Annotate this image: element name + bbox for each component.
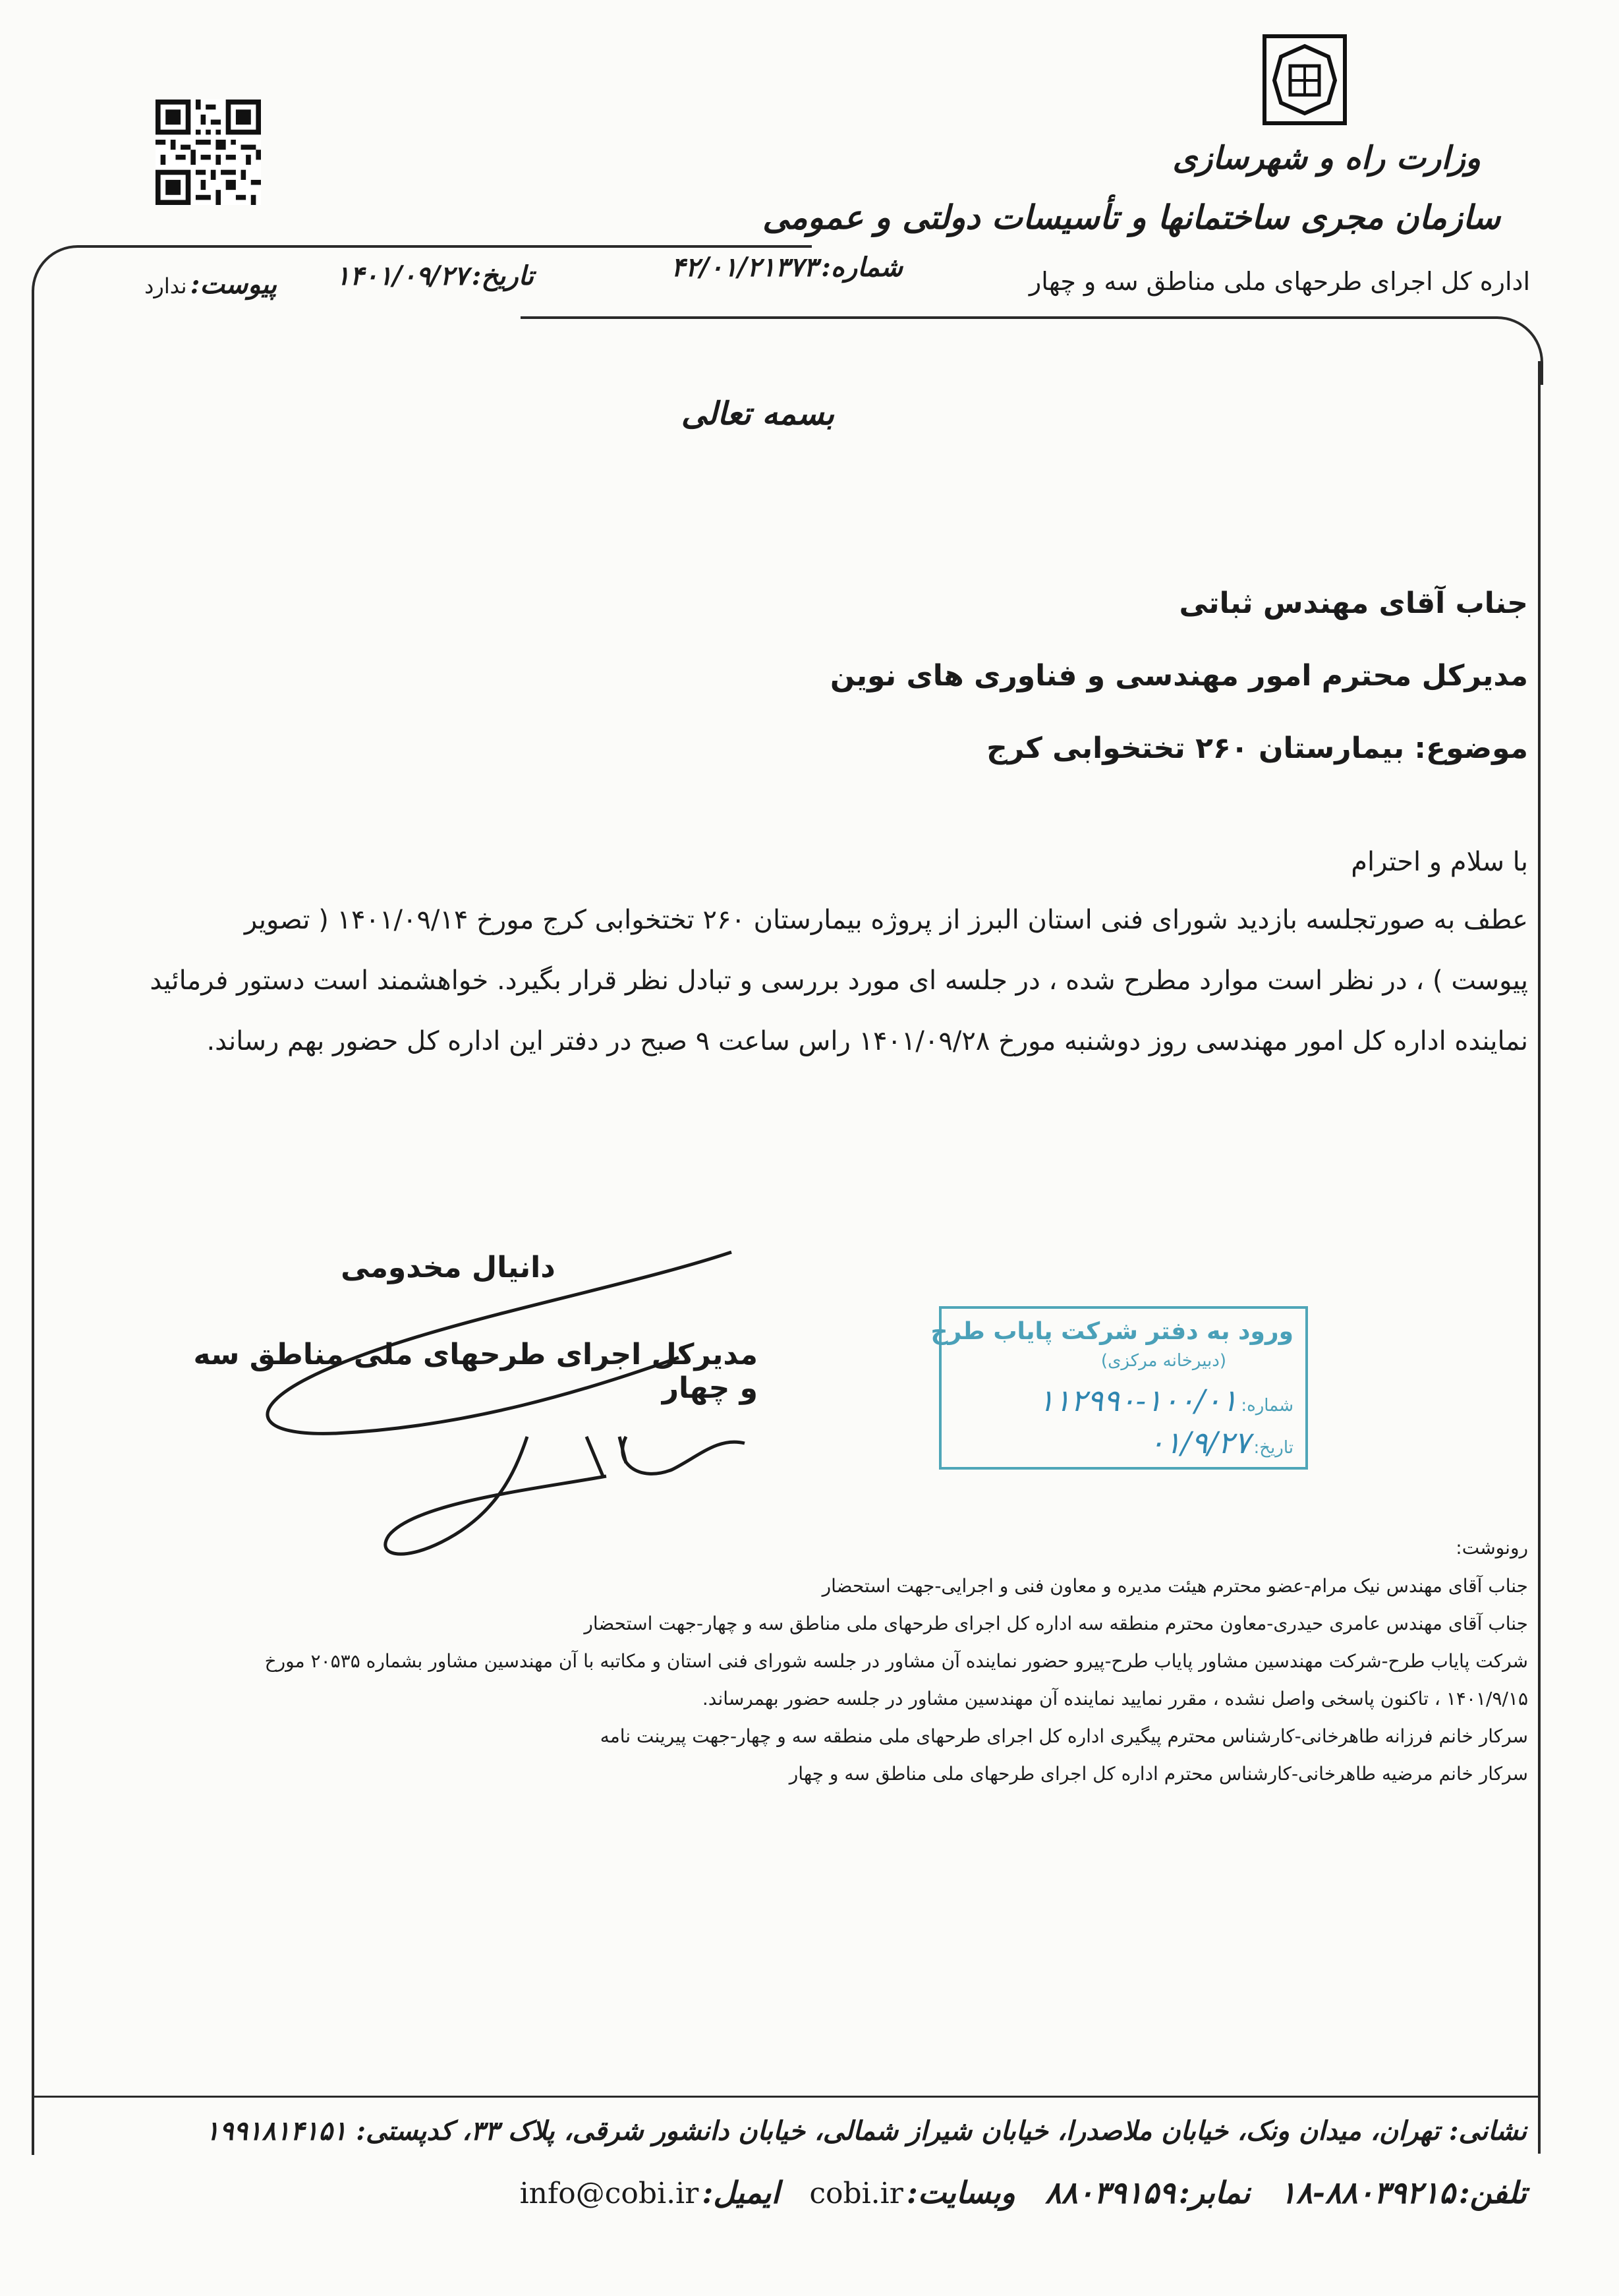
fax-label: نمابر:: [1178, 2175, 1251, 2210]
stamp-number-value: ۱۰۰/۰۱-۱۱۲۹۹۰: [1038, 1383, 1238, 1418]
cc-line-5: سرکار خانم فرزانه طاهرخانی-کارشناس محترم پیگیری اداره کل اجرای طرحهای ملی منطقه سه و چهار-جهت پیرینت نامه: [600, 1725, 1528, 1747]
ministry-logo: [1263, 34, 1347, 125]
invocation: بسمه تعالی: [681, 395, 835, 432]
stamp-title: ورود به دفتر شرکت پایاب طرح: [930, 1318, 1293, 1345]
cc-line-2: جناب آقای مهندس عامری حیدری-معاون محترم منطقه سه اداره کل اجرای طرحهای ملی مناطق سه و چهار-جهت استحضار: [584, 1613, 1528, 1634]
date-label: تاریخ:: [471, 260, 534, 291]
attachment-label: پیوست:: [190, 269, 277, 300]
frame-right-edge: [1538, 361, 1541, 2154]
subject: موضوع: بیمارستان ۲۶۰ تختخوابی کرج: [986, 732, 1528, 765]
ministry-name: وزارت راه و شهرسازی: [1172, 140, 1481, 177]
footer-rule: [32, 2096, 1541, 2098]
body-line-2: پیوست ) ، در نظر است موارد مطرح شده ، در جلسه ای مورد بررسی و تبادل نظر قرار بگیرد. خواهشمند است دستور فرمائید: [150, 965, 1528, 996]
website-value[interactable]: cobi.ir: [809, 2177, 903, 2210]
footer-address: نشانی: تهران، میدان ونک، خیابان ملاصدرا، خیابان شیراز شمالی، خیابان دانشور شرقی، پلاک ۳۳، کدپستی: ۱۹۹۱۸۱۴۱۵۱: [205, 2115, 1527, 2146]
department-name: اداره کل اجرای طرحهای ملی مناطق سه و چهار: [1029, 267, 1530, 296]
qr-code: [156, 99, 261, 206]
fax-value: ۸۸۰۳۹۱۵۹: [1045, 2175, 1176, 2210]
body-line-3: نماینده اداره کل امور مهندسی روز دوشنبه مورخ ۱۴۰۱/۰۹/۲۸ راس ساعت ۹ صبح در دفتر این اداره کل حضور بهم رساند.: [206, 1026, 1528, 1056]
recipient-name: جناب آقای مهندس ثباتی: [1179, 587, 1528, 620]
date-value: ۱۴۰۱/۰۹/۲۷: [335, 260, 469, 291]
stamp-date-label: تاریخ:: [1253, 1438, 1293, 1458]
stamp-subtitle: (دبیرخانه مرکزی): [1100, 1351, 1226, 1371]
email-label: ایمیل:: [702, 2175, 780, 2210]
number-value: ۴۲/۰۱/۲۱۳۷۳: [671, 252, 818, 283]
signer-name: دانیال مخدومی: [341, 1251, 555, 1284]
frame-divider: [521, 316, 817, 319]
attachment-value: ندارد: [144, 273, 187, 299]
phone-label: تلفن:: [1458, 2175, 1527, 2210]
organization-name: سازمان مجری ساختمانها و تأسیسات دولتی و عمومی: [762, 198, 1500, 237]
greeting: با سلام و احترام: [1351, 847, 1528, 877]
cc-line-1: جناب آقای مهندس نیک مرام-عضو محترم هیئت مدیره و معاون فنی و اجرایی-جهت استحضار: [822, 1575, 1528, 1597]
email-value[interactable]: info@cobi.ir: [519, 2177, 699, 2210]
phone-value: ۸۸۰۳۹۲۱۵-۱۸: [1280, 2175, 1456, 2210]
stamp-number-label: شماره:: [1241, 1396, 1293, 1416]
cc-list: [118, 1567, 1528, 1793]
cc-line-4: ۱۴۰۱/۹/۱۵ ، تاکنون پاسخی واصل نشده ، مقرر نمایید نماینده آن مهندسین مشاور در جلسه حضور بهمرساند.: [702, 1688, 1528, 1709]
frame-left-edge: [32, 290, 34, 2155]
body-line-1: عطف به صورتجلسه بازدید شورای فنی استان البرز از پروژه بیمارستان ۲۶۰ تختخوابی کرج مورخ ۱۴۰۱/۰۹/۱۴ ( تصویر: [244, 905, 1528, 935]
cc-line-6: سرکار خانم مرضیه طاهرخانی-کارشناس محترم اداره کل اجرای طرحهای ملی مناطق سه و چهار: [789, 1763, 1528, 1785]
stamp-number: [1038, 1383, 1293, 1418]
stamp-date-value: ۰۱/۹/۲۷: [1148, 1425, 1251, 1460]
recipient-title: مدیرکل محترم امور مهندسی و فناوری های نوین: [830, 659, 1528, 693]
signer-title: مدیرکل اجرای طرحهای ملی مناطق سه و چهار: [193, 1338, 758, 1405]
number-label: شماره:: [821, 252, 903, 283]
handwritten-signature: [217, 1239, 758, 1568]
website-label: وبسایت:: [906, 2175, 1015, 2210]
cc-line-3: شرکت پایاب طرح-شرکت مهندسین مشاور پایاب طرح-پیرو حضور نماینده آن مشاور در جلسه شورای فنی استان و مکاتبه با آن مهندسین مشاور بشماره ۲۰۵۳۵ مورخ: [264, 1650, 1528, 1672]
frame-right-corner: [521, 316, 1543, 385]
stamp-date: [1149, 1425, 1293, 1460]
footer-contacts: [520, 2175, 1527, 2210]
cc-heading: رونوشت:: [1456, 1537, 1528, 1559]
receipt-stamp: [930, 1306, 1308, 1470]
letter-body: [118, 890, 1528, 1072]
